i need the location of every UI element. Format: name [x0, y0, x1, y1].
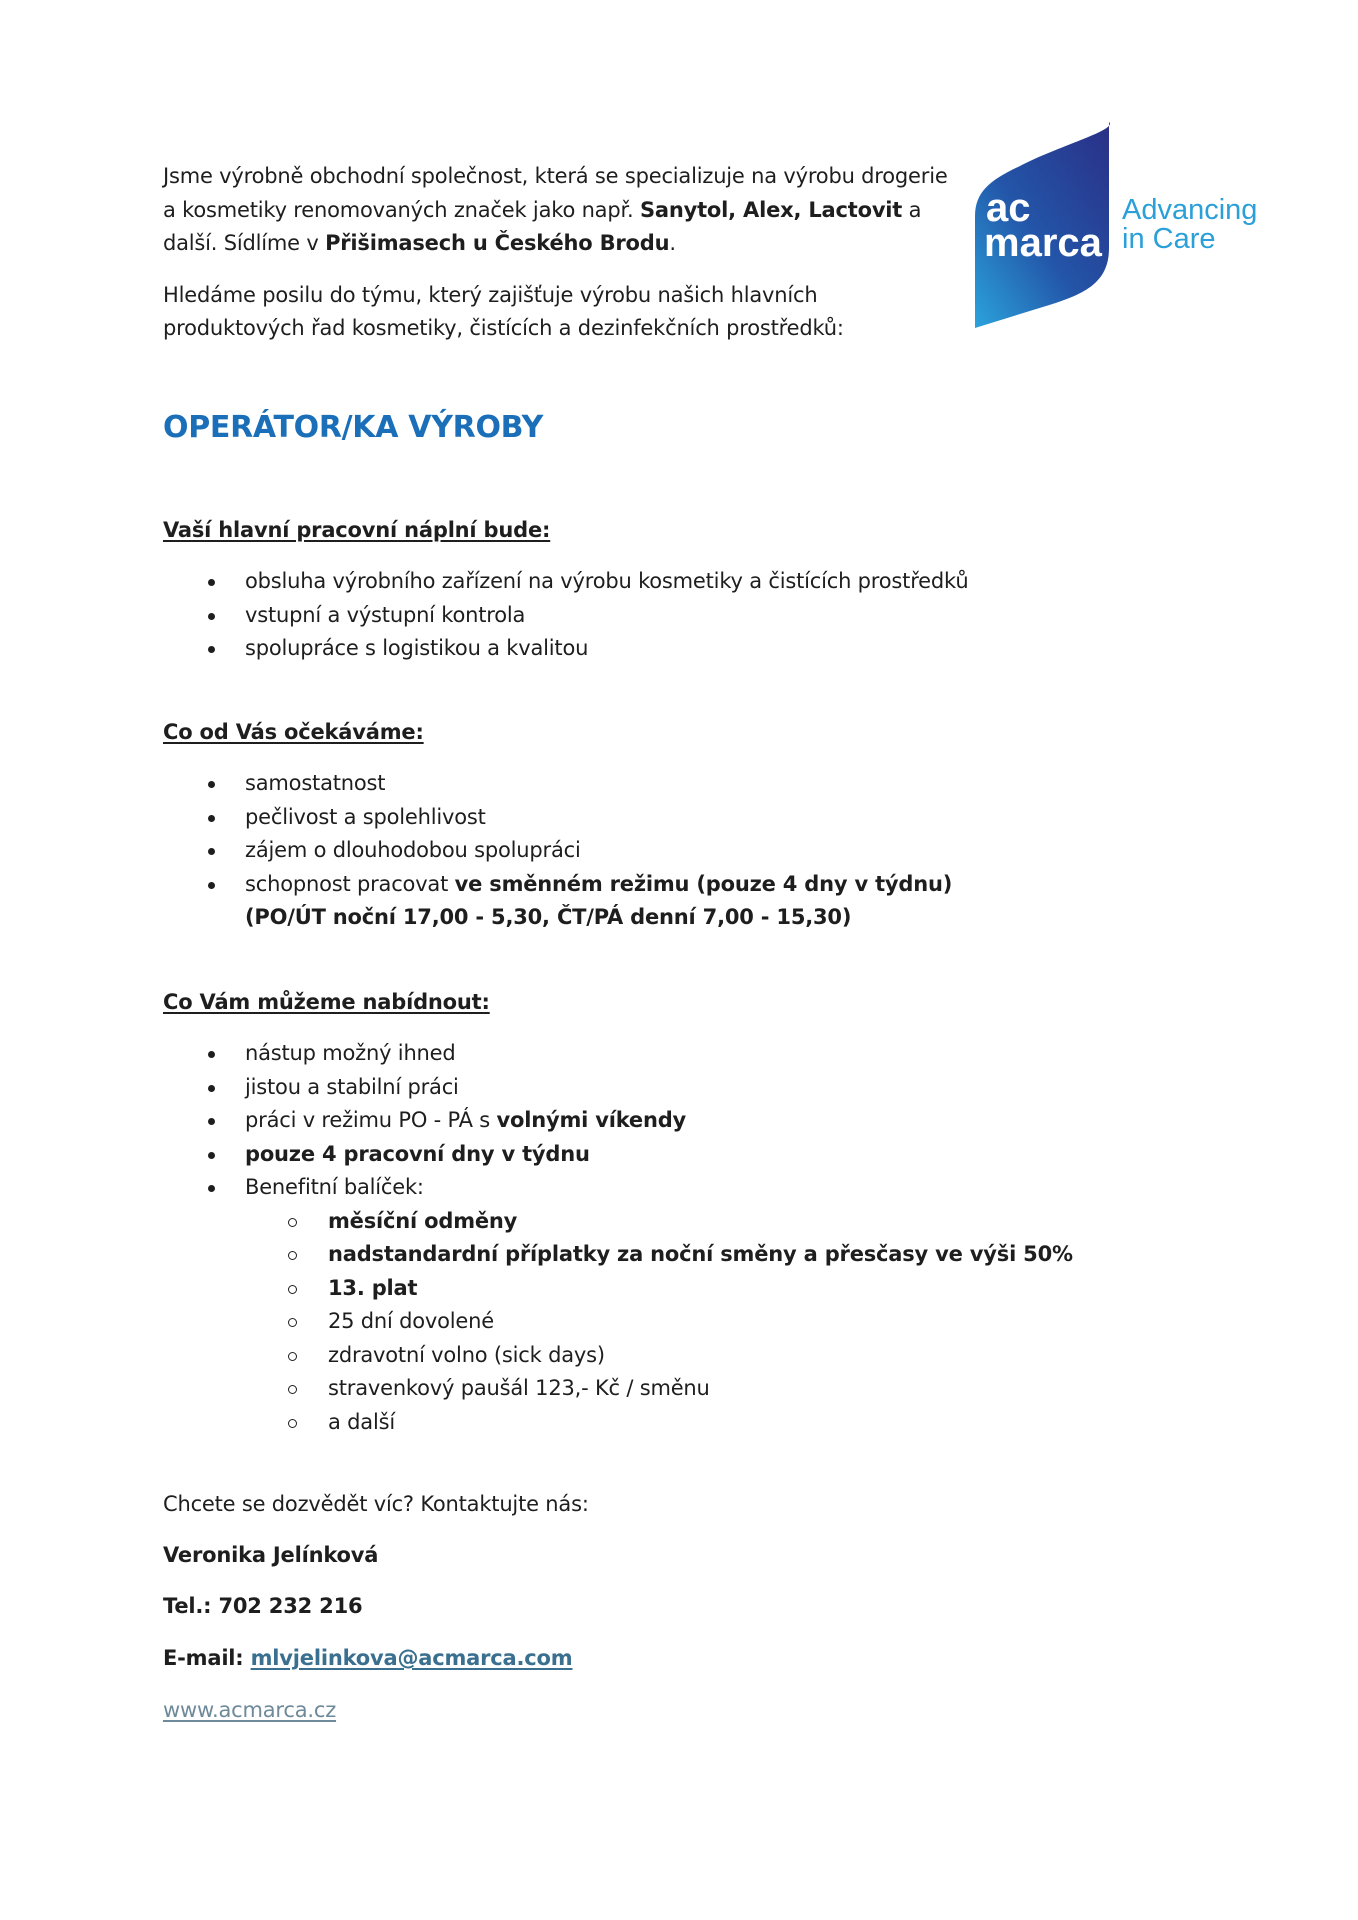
bullet-icon	[208, 815, 215, 822]
shift-times: (PO/ÚT noční 17,00 - 5,30, ČT/PÁ denní 7,00 - 15,30)	[245, 905, 852, 929]
email-link[interactable]: mlvjelinkova@acmarca.com	[250, 1646, 573, 1670]
benefit-item: nadstandardní příplatky za noční směny a přesčasy ve výši 50%	[163, 1238, 1073, 1272]
list-item: samostatnost	[163, 767, 952, 801]
list-item: nástup možný ihned	[163, 1037, 1073, 1071]
logo-graphic	[968, 122, 1284, 328]
offer-list	[163, 1037, 1073, 1439]
sub-bullet-icon	[288, 1419, 297, 1428]
benefit-item: 25 dní dovolené	[163, 1305, 1073, 1339]
sub-bullet-icon	[288, 1318, 297, 1327]
contact-phone: Tel.: 702 232 216	[163, 1594, 363, 1618]
benefit-item: stravenkový paušál 123,- Kč / směnu	[163, 1372, 1073, 1406]
website-link[interactable]: www.acmarca.cz	[163, 1698, 337, 1722]
intro-bold-text: Sanytol, Alex, Lactovit	[639, 197, 903, 222]
benefit-item: a další	[163, 1406, 1073, 1440]
logo-tagline-in-care: in Care	[1122, 223, 1216, 255]
intro-bold-text: Přišimasech u Českého Brodu	[325, 231, 670, 255]
bullet-icon	[208, 1152, 215, 1159]
sub-bullet-icon	[288, 1218, 297, 1227]
bullet-icon	[208, 613, 215, 620]
duties-heading: Vaší hlavní pracovní náplní bude:	[163, 518, 551, 542]
list-item: jistou a stabilní práci	[163, 1071, 1073, 1105]
website-line	[163, 1698, 336, 1722]
ac-marca-logo	[968, 122, 1284, 328]
contact-email-line	[163, 1646, 572, 1670]
list-item: pečlivost a spolehlivost	[163, 801, 952, 835]
bullet-icon	[208, 848, 215, 855]
intro-paragraph-hiring: Hledáme posilu do týmu, který zajišťuje výrobu našich hlavních produktových řad kosmetiky, čistících a dezinfekčních prostředků:	[163, 282, 844, 340]
bullet-icon	[208, 579, 215, 586]
benefit-item: zdravotní volno (sick days)	[163, 1339, 1073, 1373]
offer-heading: Co Vám můžeme nabídnout:	[163, 990, 490, 1014]
sub-bullet-icon	[288, 1251, 297, 1260]
contact-name: Veronika Jelínková	[163, 1543, 379, 1567]
list-item-shift: schopnost pracovat ve směnném režimu (pouze 4 dny v týdnu) (PO/ÚT noční 17,00 - 5,30, ČT/PÁ denní 7,00 - 15,30)	[163, 868, 952, 935]
bullet-icon	[208, 882, 215, 889]
list-item: spolupráce s logistikou a kvalitou	[163, 632, 968, 666]
list-item: Benefitní balíček:	[163, 1171, 1073, 1205]
expectations-heading: Co od Vás očekáváme:	[163, 720, 424, 744]
bullet-icon	[208, 646, 215, 653]
benefit-item: 13. plat	[163, 1272, 1073, 1306]
sub-bullet-icon	[288, 1352, 297, 1361]
intro-text	[163, 160, 953, 346]
sub-bullet-icon	[288, 1285, 297, 1294]
bullet-icon	[208, 1185, 215, 1192]
logo-word-ac: ac	[986, 186, 1031, 230]
bullet-icon	[208, 1051, 215, 1058]
list-item: práci v režimu PO - PÁ s volnými víkendy	[163, 1104, 1073, 1138]
logo-tagline-advancing: Advancing	[1122, 194, 1258, 226]
logo-word-marca: marca	[984, 221, 1102, 265]
contact-prompt: Chcete se dozvědět víc? Kontaktujte nás:	[163, 1492, 589, 1516]
bullet-icon	[208, 1118, 215, 1125]
expectations-list	[163, 767, 952, 935]
bullet-icon	[208, 781, 215, 788]
list-item: zájem o dlouhodobou spolupráci	[163, 834, 952, 868]
list-item: vstupní a výstupní kontrola	[163, 599, 968, 633]
list-item: obsluha výrobního zařízení na výrobu kosmetiky a čistících prostředků	[163, 565, 968, 599]
intro-paragraph-company	[163, 160, 953, 261]
benefit-item: měsíční odměny	[163, 1205, 1073, 1239]
bullet-icon	[208, 1085, 215, 1092]
intro-text-run: Jsme výrobně obchodní společnost, která se specializuje na výrobu drogerie a kosmetiky renomovaných značek jako např.	[163, 164, 948, 222]
intro-text-run: .	[669, 231, 676, 255]
duties-list	[163, 565, 968, 666]
job-title: OPERÁTOR/KA VÝROBY	[163, 410, 544, 445]
sub-bullet-icon	[288, 1385, 297, 1394]
intro-text-run: a další. Sídlíme v	[163, 197, 922, 255]
list-item: pouze 4 pracovní dny v týdnu	[163, 1138, 1073, 1172]
email-label: E-mail:	[163, 1646, 251, 1670]
